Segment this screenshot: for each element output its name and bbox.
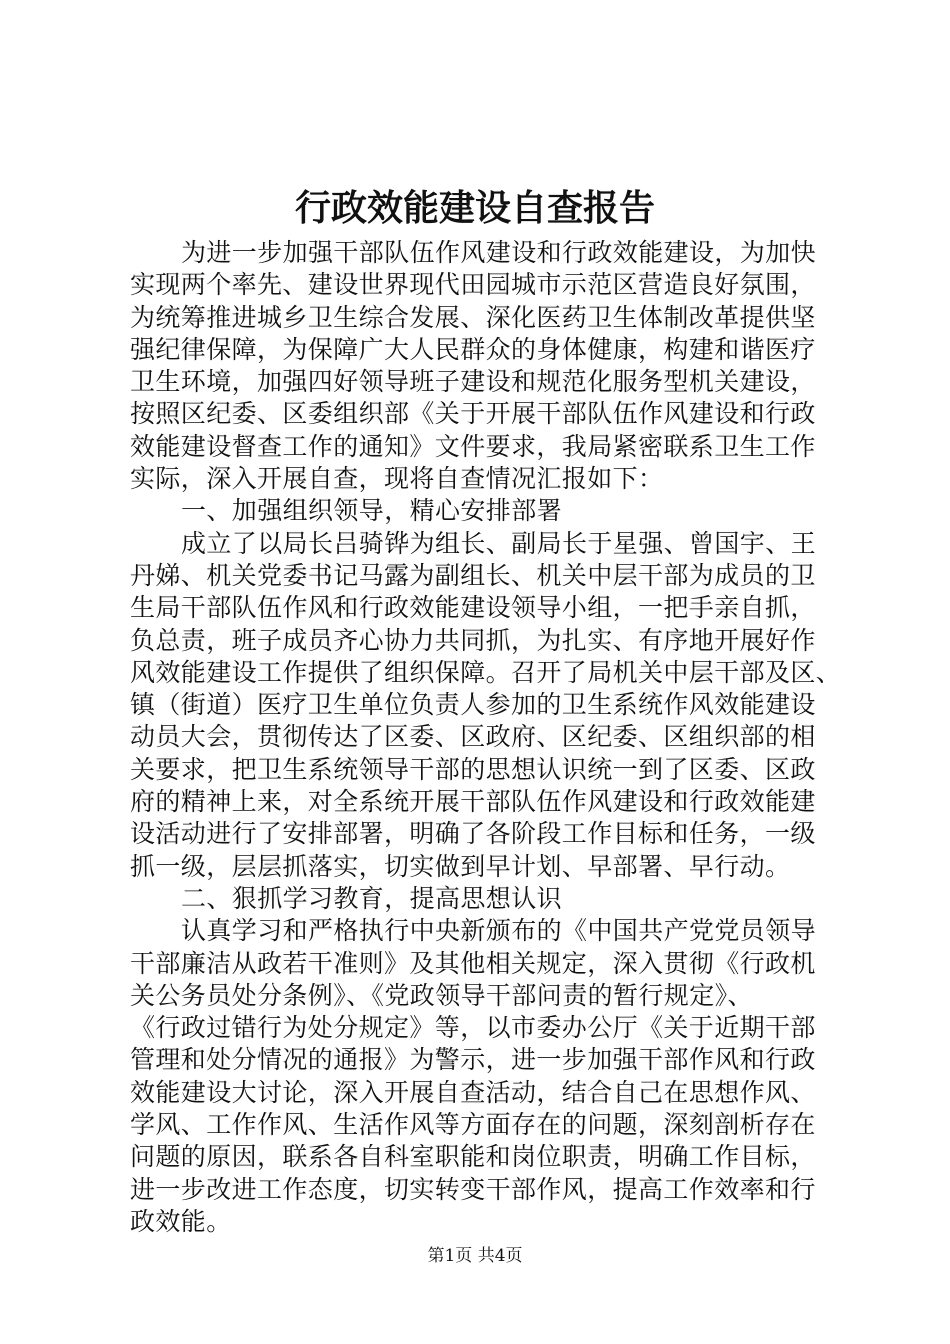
paragraph-line: 进一步改进工作态度，切实转变干部作风，提高工作效率和行: [130, 1174, 816, 1204]
paragraph-line: 按照区纪委、区委组织部《关于开展干部队伍作风建设和行政: [130, 399, 816, 429]
paragraph-line: 卫生环境，加强四好领导班子建设和规范化服务型机关建设，: [130, 367, 816, 397]
paragraph-line: 效能建设督查工作的通知》文件要求，我局紧密联系卫生工作: [130, 431, 816, 461]
paragraph-line: 效能建设大讨论，深入开展自查活动，结合自己在思想作风、: [130, 1077, 816, 1107]
paragraph-line: 为进一步加强干部队伍作风建设和行政效能建设，为加快: [181, 238, 817, 267]
paragraph-line: 干部廉洁从政若干准则》及其他相关规定，深入贯彻《行政机: [130, 948, 816, 978]
document-body: [130, 237, 842, 1238]
paragraph-line: 生局干部队伍作风和行政效能建设领导小组，一把手亲自抓，: [130, 593, 816, 623]
paragraph-line: 政效能。: [130, 1206, 232, 1236]
paragraph-line: 学风、工作作风、生活作风等方面存在的问题，深刻剖析存在: [130, 1110, 816, 1140]
paragraph-line: 关要求，把卫生系统领导干部的思想认识统一到了区委、区政: [130, 754, 816, 784]
paragraph-line: 抓一级，层层抓落实，切实做到早计划、早部署、早行动。: [130, 851, 791, 881]
paragraph-line: 府的精神上来，对全系统开展干部队伍作风建设和行政效能建: [130, 787, 816, 817]
paragraph-line: 管理和处分情况的通报》为警示，进一步加强干部作风和行政: [130, 1045, 816, 1075]
document-title: 行政效能建设自查报告: [294, 187, 655, 229]
paragraph-line: 实际，深入开展自查，现将自查情况汇报如下：: [130, 464, 664, 494]
section-heading: 一、加强组织领导，精心安排部署: [181, 496, 563, 526]
paragraph-line: 丹娣、机关党委书记马露为副组长、机关中层干部为成员的卫: [130, 560, 816, 590]
paragraph-line: 负总责，班子成员齐心协力共同抓，为扎实、有序地开展好作: [130, 625, 816, 655]
paragraph-line: 问题的原因，联系各自科室职能和岗位职责，明确工作目标，: [130, 1142, 816, 1172]
paragraph-line: 动员大会，贯彻传达了区委、区政府、区纪委、区组织部的相: [130, 722, 816, 752]
paragraph-line: 镇（街道）医疗卫生单位负责人参加的卫生系统作风效能建设: [130, 690, 816, 720]
paragraph-line: 关公务员处分条例》、《党政领导干部问责的暂行规定》、: [130, 980, 753, 1010]
paragraph-line: 风效能建设工作提供了组织保障。召开了局机关中层干部及区、: [130, 657, 842, 687]
page-footer: 第1页 共4页: [427, 1246, 523, 1266]
paragraph-line: 认真学习和严格执行中央新颁布的《中国共产党党员领导: [181, 916, 817, 946]
paragraph-line: 《行政过错行为处分规定》等，以市委办公厅《关于近期干部: [130, 1013, 816, 1043]
paragraph-line: 设活动进行了安排部署，明确了各阶段工作目标和任务，一级: [130, 819, 816, 849]
paragraph-line: 实现两个率先、建设世界现代田园城市示范区营造良好氛围，: [130, 270, 816, 300]
paragraph-line: 强纪律保障，为保障广大人民群众的身体健康，构建和谐医疗: [130, 334, 816, 364]
paragraph-line: 为统筹推进城乡卫生综合发展、深化医药卫生体制改革提供坚: [130, 302, 816, 332]
paragraph-line: 成立了以局长吕骑铧为组长、副局长于星强、曾国宇、王: [181, 528, 817, 558]
section-heading: 二、狠抓学习教育，提高思想认识: [181, 883, 563, 913]
